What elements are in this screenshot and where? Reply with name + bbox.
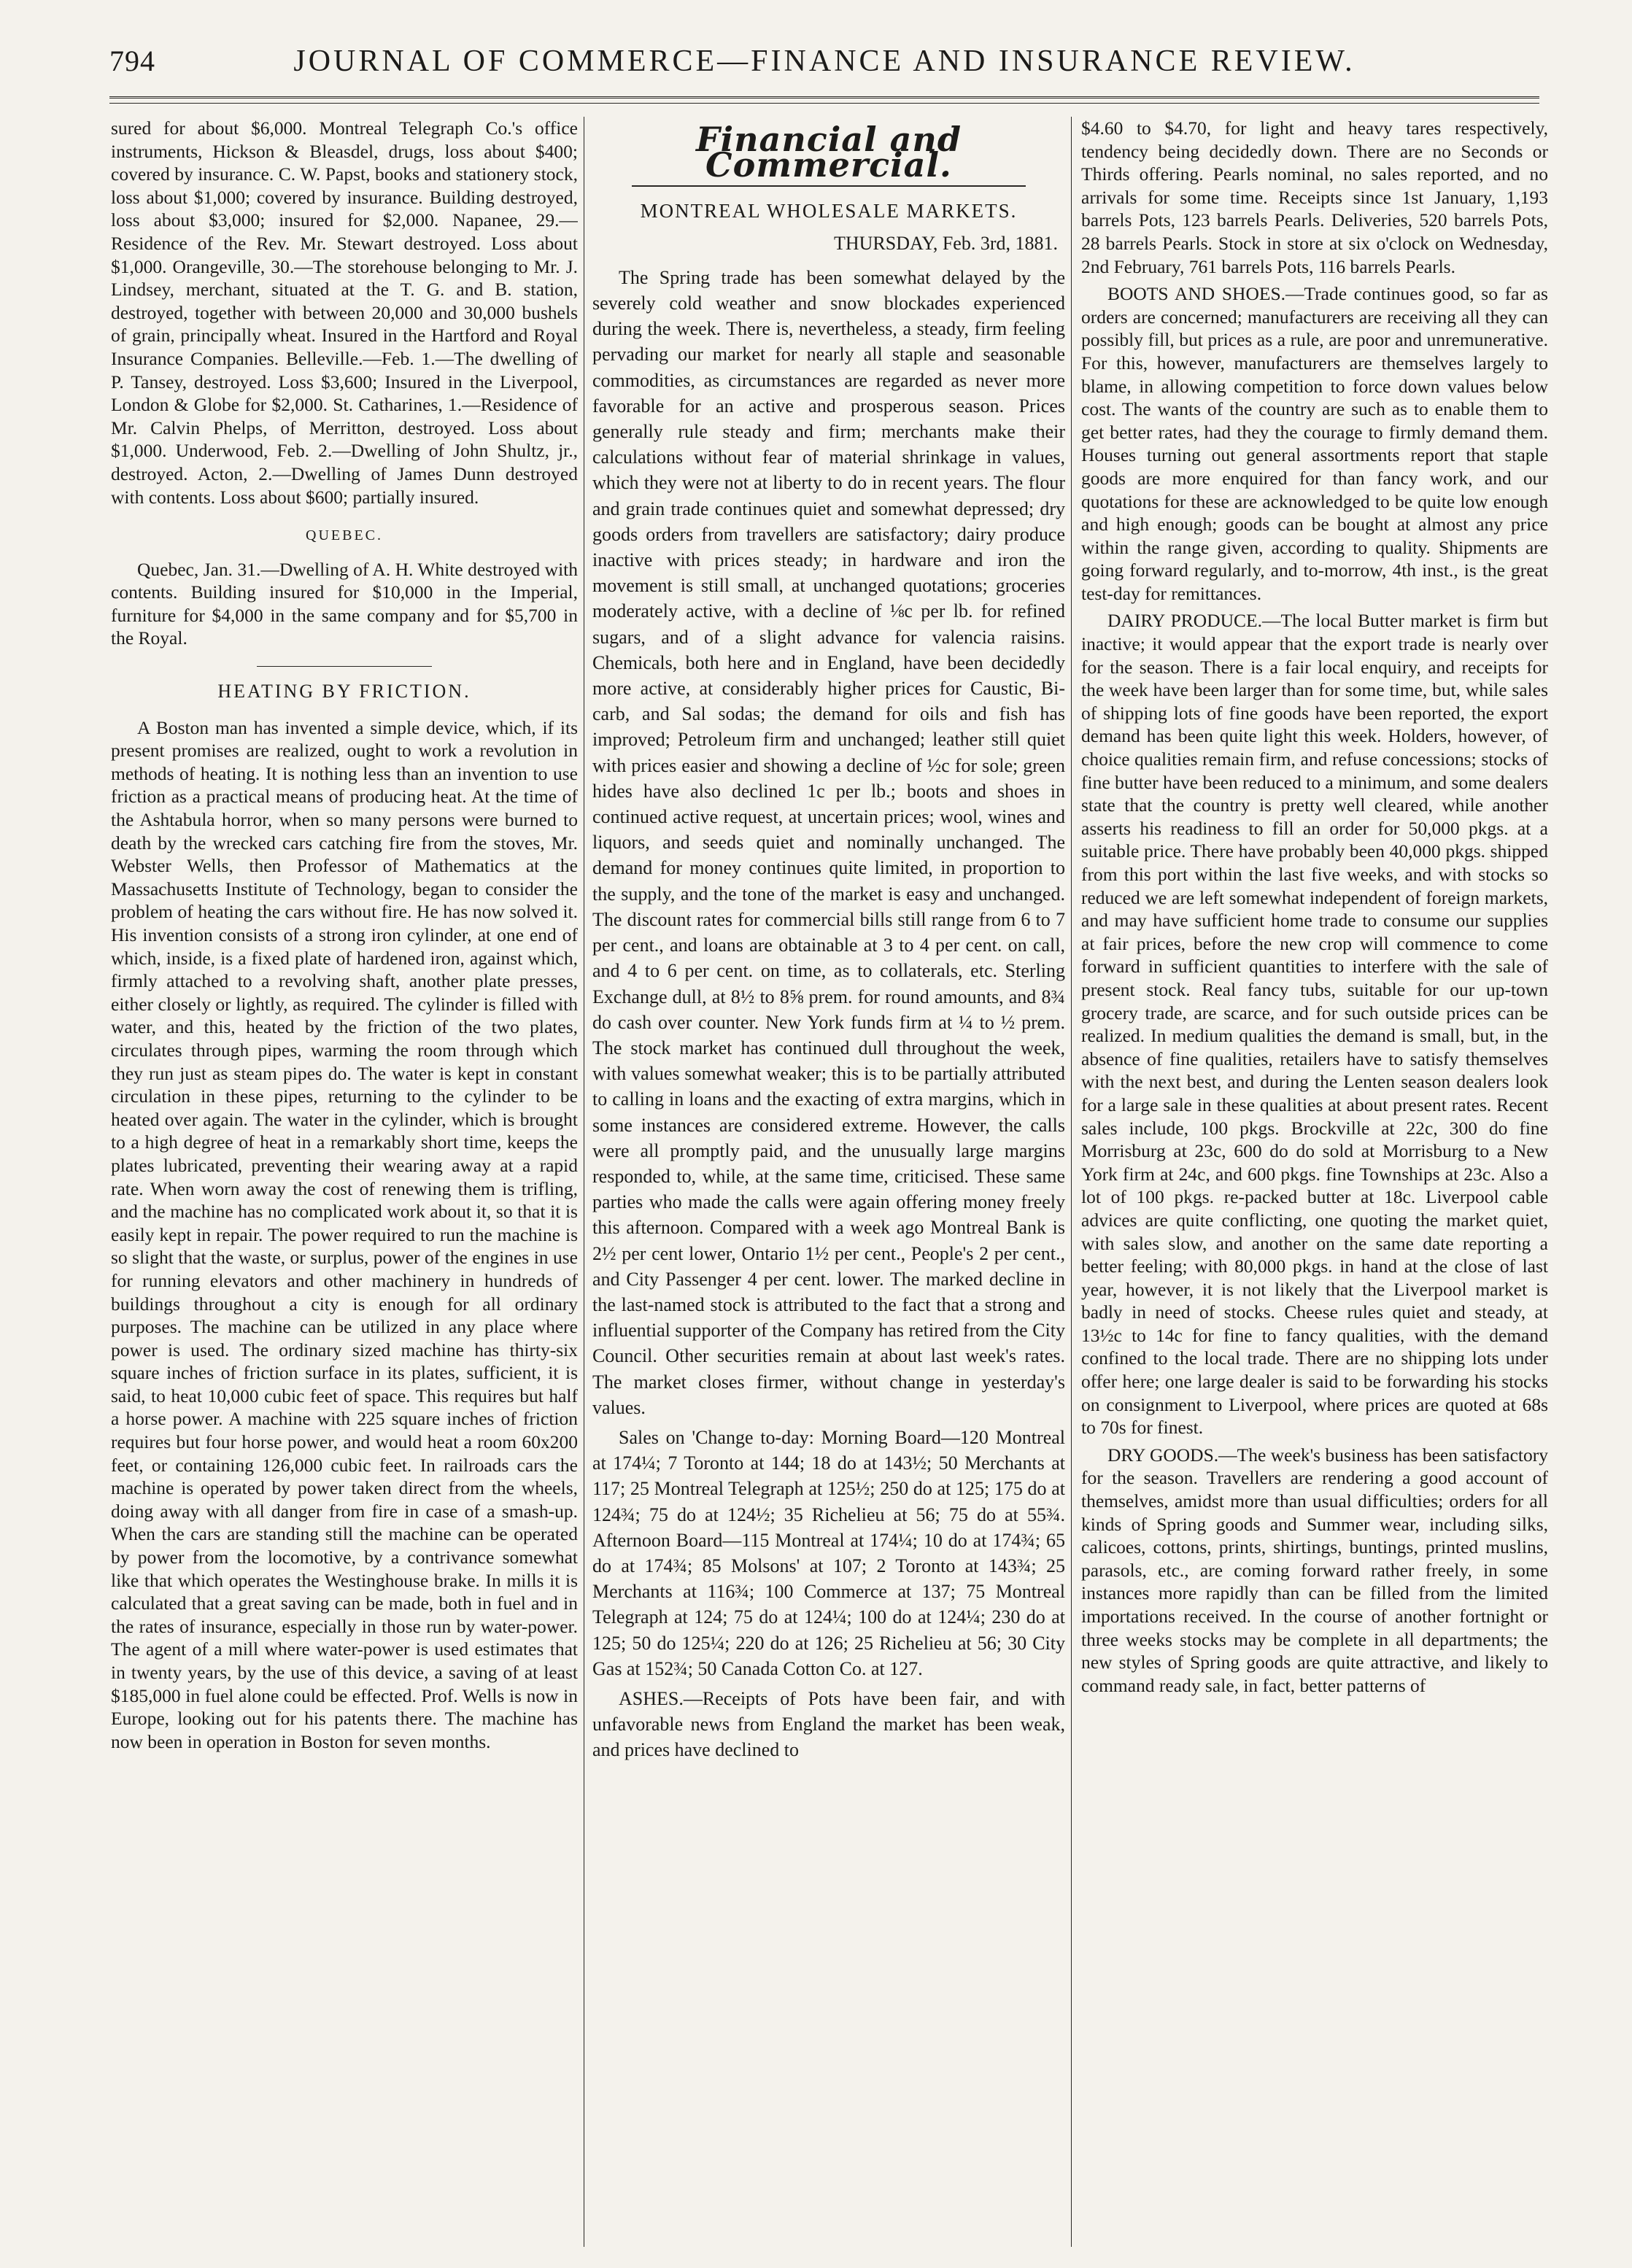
- page-number: 794: [109, 44, 155, 77]
- dry-goods-paragraph: [1081, 1444, 1548, 1698]
- header-rule: [109, 96, 1539, 104]
- boots-shoes-paragraph: [1081, 282, 1548, 605]
- column-middle: [592, 117, 1065, 2247]
- heating-article-title: HEATING BY FRICTION.: [217, 681, 471, 703]
- fire-news-paragraph: sured for about $6,000. Montreal Telegraph Co.'s office instruments, Hickson & Bleasdel, drugs, loss about $400; covered by insurance. C. W. Papst, books and stationery stock, loss about $1,000; covered by insurance. Building destroyed, loss about $3,000; insured for $2,000. Napanee, 29.—Residence of the Rev. Mr. Stewart destroyed. Loss about $1,000. Orangeville, 30.—The storehouse belonging to Mr. J. Lindsey, merchant, situated at the T. G. and B. station, destroyed, together with between 20,000 and 30,000 bushels of grain, principally wheat. Insured in the Hartford and Royal Insurance Companies. Belleville.—Feb. 1.—The dwelling of P. Tansey, destroyed. Loss $3,600; Insured in the Liverpool, London & Globe for $2,000. St. Catharines, 1.—Residence of Mr. Calvin Phelps, of Merritton, destroyed. Loss about $1,000. Underwood, Feb. 2.—Dwelling of John Shultz, jr., destroyed. Acton, 2.—Dwelling of James Dunn destroyed with contents. Loss about $600; partially insured.: [111, 117, 578, 508]
- market-report-title: MONTREAL WHOLESALE MARKETS.: [640, 200, 1018, 222]
- section-heading: Financial and Commercial.: [695, 120, 962, 185]
- dry-goods-text: —The week's business has been satisfactory for the season. Travellers are rendering a good account of themselves, amidst more than usual difficulties; orders for all kinds of Spring goods and Summer wear, including silks, calicoes, cottons, prints, shirtings, buntings, printed muslins, parasols, etc., are coming forward rather freely, in some instances more rapidly than can be filled from the limited importations received. In the course of another fortnight or three weeks stocks may be complete in all departments; the new styles of Spring goods are quite attractive, and likely to command ready sale, in fact, better patterns of: [1081, 1444, 1548, 1696]
- running-head: [109, 44, 1539, 88]
- stock-sales-paragraph: Sales on 'Change to-day: Morning Board—120 Montreal at 174¼; 7 Toronto at 144; 18 do at 143½; 50 Merchants at 117; 25 Montreal Telegraph at 125½; 250 do at 125; 175 do at 124¾; 75 do at 124½; 35 Richelieu at 56; 75 do at 55¾. Afternoon Board—115 Montreal at 174¼; 10 do at 174¾; 65 do at 174¾; 85 Molsons' at 107; 2 Toronto at 143¾; 25 Merchants at 116¾; 100 Commerce at 137; 75 Montreal Telegraph at 124; 75 do at 124¼; 100 do at 124¼; 230 do at 125; 50 do 125¼; 220 do at 126; 25 Richelieu at 56; 30 City Gas at 152¾; 50 Canada Cotton Co. at 127.: [592, 1426, 1065, 1679]
- ashes-continued: $4.60 to $4.70, for light and heavy tares respectively, tendency being decidedly down. There are no Seconds or Thirds offering. Pearls nominal, no sales reported, and no arrivals for some time. Receipts since 1st January, 1,193 barrels Pots, 123 barrels Pearls. Deliveries, 520 barrels Pots, 28 barrels Pearls. Stock in store at six o'clock on Wednesday, 2nd February, 761 barrels Pots, 116 barrels Pearls.: [1081, 117, 1548, 277]
- dry-goods-lead: DRY GOODS.: [1107, 1444, 1219, 1466]
- quebec-heading: QUEBEC.: [306, 527, 383, 544]
- heating-article-body: A Boston man has invented a simple device, which, if its present promises are realized, ought to work a revolution in methods of heating. It is nothing less than an invention to use friction as a practical means of producing heat. At the time of the Ashtabula horror, when so many persons were burned to death by the wrecked cars catching fire from the stoves, Mr. Webster Wells, then Professor of Mathematics at the Massachusetts Institute of Technology, began to consider the problem of heating the cars without fire. He has now solved it. His invention consists of a strong iron cylinder, at one end of which, inside, is a fixed plate of hardened iron, against which, firmly attached to a revolving shaft, another plate presses, either closely or lightly, as required. The cylinder is filled with water, and this, heated by the friction of the two plates, circulates through pipes, warming the room through which they run just as steam pipes do. The water is kept in constant circulation in these pipes, returning to the cylinder to be heated over again. The water in the cylinder, which is brought to a high degree of heat in a remarkably short time, keeps the plates lubricated, preventing their wearing away at a rapid rate. When worn away the cost of renewing them is trifling, and the machine has no complicated work about it, so that it is easily kept in repair. The power required to run the machine is so slight that the waste, or surplus, power of the engines in use for running elevators and other machinery in hundreds of buildings throughout a city is enough for all ordinary purposes. The machine can be utilized in any place where power is used. The ordinary sized machine has thirty-six square inches of friction surface in its plates, sufficient, it is said, to heat 10,000 cubic feet of space. This requires but half a horse power. A machine with 225 square inches of friction requires but four horse power, and would heat a room 60x200 feet, or containing 126,000 cubic feet. In railroads cars the machine is operated by power taken direct from the wheels, doing away with all danger from fire in case of a smash-up. When the cars are standing still the machine can be operated by power from the locomotive, by a contrivance somewhat like that which operates the Westinghouse brake. In mills it is calculated that a great saving can be made, both in fuel and in the rates of insurance, especially in those run by water-power. The agent of a mill where water-power is used estimates that in twenty years, by the use of this device, a saving of at least $185,000 in fuel alone could be effected. Prof. Wells is now in Europe, looking out for his patents there. The machine has now been in operation in Boston for seven months.: [111, 716, 578, 1752]
- dairy-lead: DAIRY PRODUCE.: [1107, 610, 1262, 632]
- market-intro-paragraph: The Spring trade has been somewhat delayed by the severely cold weather and snow blockades experienced during the week. There is, nevertheless, a steady, firm feeling pervading our market for nearly all staple and seasonable commodities, as circumstances are regarded as never more favorable for an active and prosperous season. Prices generally rule steady and firm; merchants make their calculations without fear of material shrinkage in values, which they were not at liberty to do in recent years. The flour and grain trade continues quiet and somewhat depressed; dry goods orders from travellers are satisfactory; dairy produce inactive with prices steady; in hardware and iron the movement is still small, at unchanged quotations; groceries moderately active, with a decline of ⅛c per lb. for refined sugars, and of a slight advance for valencia raisins. Chemicals, both here and in England, have been decidedly more active, at considerably higher prices for Caustic, Bi-carb, and Sal sodas; the demand for oils and fish has improved; Petroleum firm and unchanged; leather still quiet with prices easier and showing a decline of ½c for sole; green hides have also declined 1c per lb.; boots and shoes in continued active request, at uncertain prices; wool, wines and liquors, and seeds quiet and nominally unchanged. The demand for money continues quite limited, in proportion to the supply, and the tone of the market is easy and unchanged. The discount rates for commercial bills still range from 6 to 7 per cent., and loans are obtainable at 3 to 4 per cent. on call, and 4 to 6 per cent. on time, as to collaterals, etc. Sterling Exchange dull, at 8½ to 8⅝ prem. for round amounts, and 8¾ do cash over counter. New York funds firm at ¼ to ½ prem. The stock market has continued dull throughout the week, with values somewhat weaker; this is to be partially attributed to calling in loans and the exacting of extra margins, which in some instances are considered extreme. However, the calls were all promptly paid, and the unusually large margins responded to, while, at the same time, criticised. These same parties who made the calls were again offering money freely this afternoon. Compared with a week ago Montreal Bank is 2½ per cent lower, Ontario 1½ per cent., People's 2 per cent., and City Passenger 4 per cent. lower. The marked decline in the last-named stock is attributed to the fact that a strong and influential supporter of the Company has retired from the City Council. Other securities remain at about last week's rates. The market closes firmer, without change in yesterday's values.: [592, 266, 1065, 1418]
- ashes-text: —Receipts of Pots have been fair, and with unfavorable news from England the market has been weak, and prices have declined to: [592, 1687, 1065, 1761]
- journal-title: JOURNAL OF COMMERCE—FINANCE AND INSURANCE REVIEW.: [293, 44, 1356, 78]
- quebec-paragraph: Quebec, Jan. 31.—Dwelling of A. H. White destroyed with contents. Building insured for $10,000 in the Imperial, furniture for $4,000 in the same company and for $5,700 in the Royal.: [111, 558, 578, 649]
- boots-lead: BOOTS AND SHOES.: [1107, 283, 1286, 305]
- dairy-text: —The local Butter market is firm but inactive; it would appear that the export trade is nearly over for the season. There is a fair local enquiry, and receipts for the week have been larger than for some time, but, while sales of shipping lots of fine goods have been reported, the export demand has been quite light this week. Holders, however, of choice qualities remain firm, and refuse concessions; stocks of fine butter have been reduced to a minimum, and some dealers state that the country is pretty well cleared, while another asserts his readiness to fill an order for 50,000 pkgs. at a suitable price. There have probably been 40,000 pkgs. shipped from this port within the last five weeks, and with stocks so reduced we are left somewhat independent of foreign markets, and may have sufficient home trade to consume our supplies at fair prices, before the new crop will commence to come forward in sufficient quantities to interfere with the sale of present stock. Real fancy tubs, suitable for our up-town grocery trade, are scarce, and for such outside prices can be realized. In medium qualities the demand is small, but, in the absence of fine qualities, retailers have to satisfy themselves with the next best, and during the Lenten season dealers look for a large sale in these qualities at about present rates. Recent sales include, 100 pkgs. Brockville at 22c, 300 do fine Morrisburg at 23c, 600 do do sold at Morrisburg to a New York firm at 24c, and 600 pkgs. fine Townships at 23c. Also a lot of 100 pkgs. re-packed butter at 18c. Liverpool cable advices are quite conflicting, one quoting the market quiet, with sales slow, and another on the same date reporting a better feeling; with 80,000 pkgs. in hand at the close of last year, however, it is not likely that the Liverpool market is badly in need of stocks. Cheese rules quiet and steady, at 13½c to 14c for fine to fancy qualities, with the demand confined to the local trade. There are no shipping lots under offer here; one large dealer is said to be forwarding his stocks on consignment to Liverpool, where prices are quoted at 68s to 70s for finest.: [1081, 610, 1548, 1439]
- ashes-paragraph: [592, 1686, 1065, 1763]
- dairy-produce-paragraph: [1081, 609, 1548, 1439]
- column-left: [111, 117, 578, 2247]
- dateline: THURSDAY, Feb. 3rd, 1881.: [834, 232, 1058, 254]
- column-right: [1081, 117, 1548, 2247]
- boots-text: —Trade continues good, so far as orders are concerned; manufacturers are receiving all they can possibly fill, but prices as a rule, are poor and unremunerative. For this, however, manufacturers are themselves largely to blame, in allowing competition to force down values below cost. The wants of the country are such as to enable them to get better rates, had they the courage to firmly demand them. Houses turning out general assortments report that staple goods are more enquired for than fancy work, and our quotations for these are acknowledged to be quite low enough and high enough; goods can be bought at almost any price within the range given, according to quality. Shipments are going forward regularly, and to-morrow, 4th inst., is the great test-day for remittances.: [1081, 283, 1548, 604]
- column-rule-2: [1071, 117, 1072, 2247]
- article-divider: [257, 666, 432, 667]
- section-rule: [632, 185, 1026, 187]
- ashes-lead: ASHES.: [619, 1687, 684, 1709]
